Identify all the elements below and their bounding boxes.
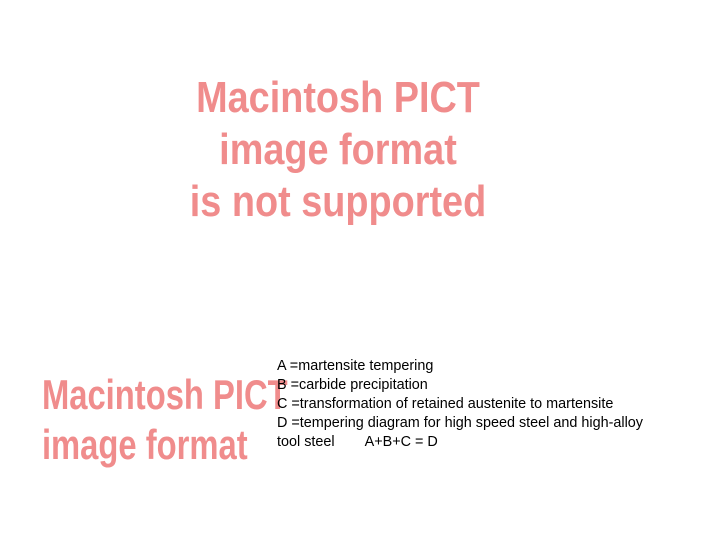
- caption-line-b: B =carbide precipitation: [277, 377, 428, 393]
- tempering-caption: [277, 357, 717, 452]
- caption-line-d: D =tempering diagram for high speed steel and high-alloy: [277, 415, 643, 431]
- placeholder-line: image format: [41, 421, 248, 468]
- placeholder-line: is not supported: [189, 177, 487, 226]
- caption-line-a: A =martensite tempering: [277, 358, 434, 374]
- unsupported-image-placeholder-main: [175, 72, 502, 228]
- unsupported-image-placeholder-secondary: [41, 370, 288, 470]
- placeholder-line: Macintosh PICT: [196, 73, 480, 122]
- caption-equation: A+B+C = D: [364, 434, 438, 450]
- caption-line-e: [277, 433, 717, 452]
- placeholder-line: Macintosh PICT: [41, 371, 288, 418]
- caption-line-c: C =transformation of retained austenite to martensite: [277, 396, 614, 412]
- caption-tool-steel: tool steel: [277, 434, 335, 450]
- placeholder-line: image format: [219, 125, 457, 174]
